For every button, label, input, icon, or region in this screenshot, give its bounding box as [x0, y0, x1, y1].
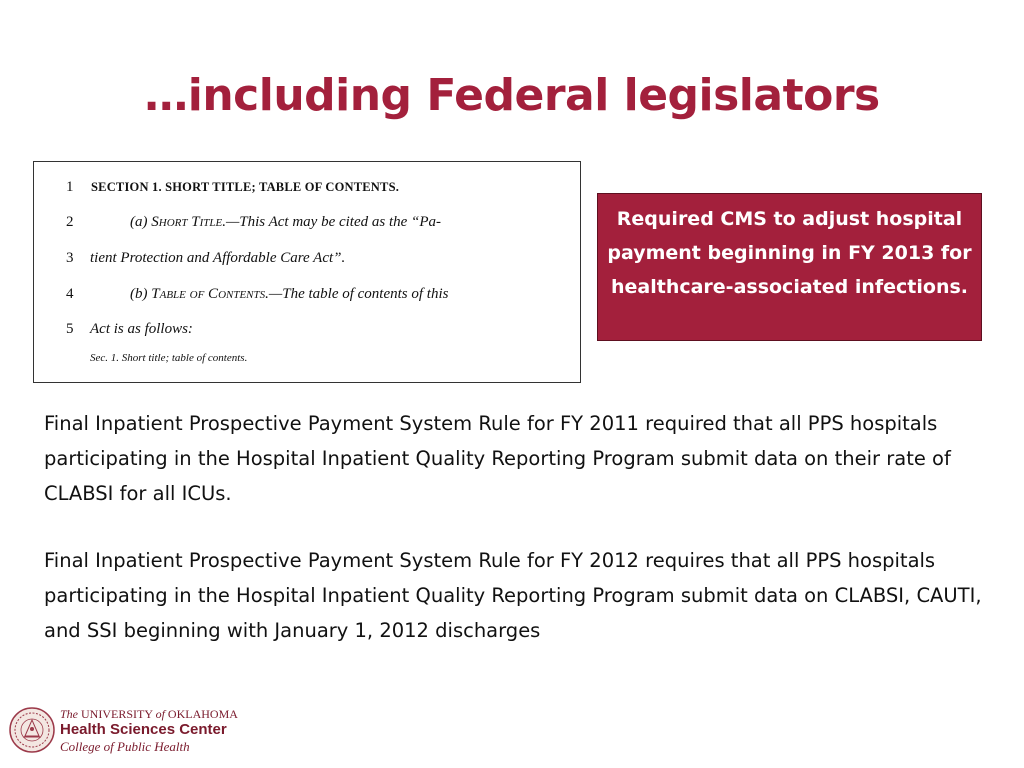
line-number: 2 — [66, 214, 74, 230]
bill-text: (a) Short Title.—This Act may be cited as the “Pa- — [130, 214, 442, 230]
section-heading: SECTION 1. SHORT TITLE; TABLE OF CONTENTS. — [91, 180, 400, 194]
page-mark — [302, 161, 308, 162]
bill-text: Act is as follows: — [90, 321, 193, 337]
line-number: 4 — [66, 286, 74, 302]
line-number: 5 — [66, 321, 74, 337]
bill-excerpt-image — [33, 161, 581, 383]
fy2012-rule-paragraph: Final Inpatient Prospective Payment System Rule for FY 2012 requires that all PPS hospitals participating in the Hospital Inpatient Quality Reporting Program submit data on CLABSI, CAUTI, and SSI beginning with January 1, 2012 discharges — [44, 549, 982, 642]
bill-text: (b) Table of Contents.—The table of contents of this — [130, 286, 449, 302]
bill-line — [34, 210, 581, 234]
logo-health-sciences-line: Health Sciences Center — [60, 721, 227, 738]
line-number: 1 — [66, 179, 74, 195]
university-logo — [8, 706, 238, 758]
logo-university-line: The UNIVERSITY of OKLAHOMA — [60, 707, 238, 721]
cms-requirement-callout: Required CMS to adjust hospital payment beginning in FY 2013 for healthcare-associated infections. — [597, 193, 982, 341]
bill-text: tient Protection and Affordable Care Act”. — [90, 250, 346, 266]
bill-line — [34, 175, 581, 199]
line-number: 3 — [66, 250, 74, 266]
logo-college-line: College of Public Health — [60, 739, 190, 754]
bill-line — [34, 282, 581, 306]
fy2011-rule-paragraph: Final Inpatient Prospective Payment System Rule for FY 2011 required that all PPS hospitals participating in the Hospital Inpatient Quality Reporting Program submit data on their rate of CLABSI for all ICUs. — [44, 412, 951, 505]
bill-line — [34, 246, 581, 270]
bill-line — [34, 317, 581, 341]
slide-title: …including Federal legislators — [144, 70, 880, 121]
university-seal-icon — [8, 706, 56, 754]
table-of-contents-entry: Sec. 1. Short title; table of contents. — [90, 352, 248, 364]
logo-wordmark — [60, 707, 238, 755]
